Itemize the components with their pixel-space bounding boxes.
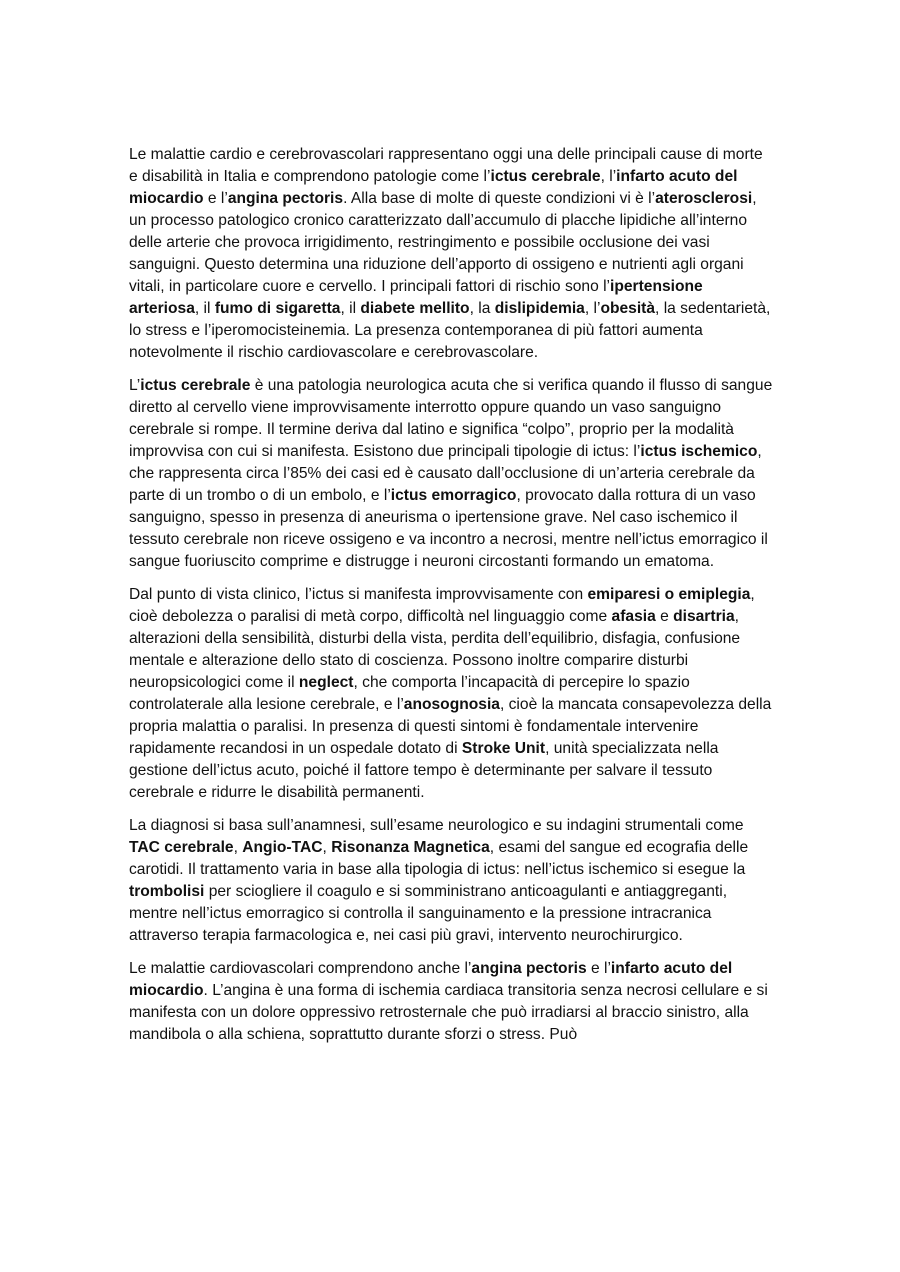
bold-term: angina pectoris	[471, 960, 587, 977]
bold-term: ictus emorragico	[390, 487, 517, 504]
bold-term: TAC cerebrale	[129, 839, 234, 856]
text-run: , unità specializzata nella gestione dell’ictus acuto, poiché il fattore tempo è determinante per salvare il tessuto cerebrale e ridurre le disabilità permanenti.	[129, 740, 719, 801]
text-run: , che comporta l’incapacità di percepire lo spazio controlaterale alla lesione cerebrale, e l’	[129, 674, 690, 713]
bold-term: disartria	[673, 608, 735, 625]
bold-term: emiparesi o emiplegia	[587, 586, 751, 603]
text-run: , provocato dalla rottura di un vaso sanguigno, spesso in presenza di aneurisma o ipertensione grave. Nel caso ischemico il tessuto cerebrale non riceve ossigeno e va incontro a necrosi, mentre nell’ictus emorragico il sangue fuoriuscito comprime e distrugge i neuroni circostanti formando un ematoma.	[129, 487, 768, 570]
text-run: La diagnosi si basa sull’anamnesi, sull’esame neurologico e su indagini strumentali come	[129, 817, 744, 834]
text-run: e l’	[586, 960, 611, 977]
text-run: è una patologia neurologica acuta che si verifica quando il flusso di sangue diretto al cervello viene improvvisamente interrotto oppure quando un vaso sanguigno cerebrale si rompe. Il termine deriva dal latino e significa “colpo”, proprio per la modalità improvvisa con cui si manifesta. Esistono due principali tipologie di ictus: l’	[129, 377, 773, 460]
paragraph	[129, 144, 774, 364]
bold-term: ictus cerebrale	[490, 168, 601, 185]
paragraph	[129, 958, 774, 1046]
bold-term: Risonanza Magnetica	[331, 839, 490, 856]
bold-term: ipertensione arteriosa	[129, 278, 703, 317]
text-run: , l’	[584, 300, 601, 317]
text-run: , esami del sangue ed ecografia delle carotidi. Il trattamento varia in base alla tipologia di ictus: nell’ictus ischemico si esegue la	[129, 839, 749, 878]
text-run: , la sedentarietà, lo stress e l’iperomocisteinemia. La presenza contemporanea di più fattori aumenta notevolmente il rischio cardiovascolare e cerebrovascolare.	[129, 300, 771, 361]
text-run: , un processo patologico cronico caratterizzato dall’accumulo di placche lipidiche all’interno delle arterie che provoca irrigidimento, restringimento e possibile occlusione dei vasi sanguigni. Questo determina una riduzione dell’apporto di ossigeno e nutrienti agli organi vitali, in particolare cuore e cervello. I principali fattori di rischio sono l’	[129, 190, 757, 295]
bold-term: dislipidemia	[494, 300, 585, 317]
bold-term: fumo di sigaretta	[214, 300, 341, 317]
bold-term: diabete mellito	[360, 300, 470, 317]
text-run: per sciogliere il coagulo e si somministrano anticoagulanti e antiaggreganti, mentre nell’ictus emorragico si controlla il sanguinamento e la pressione intracranica attraverso terapia farmacologica e, nei casi più gravi, intervento neurochirurgico.	[129, 883, 728, 944]
text-run: , la	[469, 300, 495, 317]
text-run: e l’	[203, 190, 228, 207]
bold-term: infarto acuto del miocardio	[129, 168, 738, 207]
paragraph	[129, 815, 774, 947]
text-run: . L’angina è una forma di ischemia cardiaca transitoria senza necrosi cellulare e si manifesta con un dolore oppressivo retrosternale che può irradiarsi al braccio sinistro, alla mandibola o alla schiena, soprattutto durante sforzi o stress. Può	[129, 982, 768, 1043]
text-run: Le malattie cardiovascolari comprendono anche l’	[129, 960, 472, 977]
text-run: Le malattie cardio e cerebrovascolari rappresentano oggi una delle principali cause di morte e disabilità in Italia e comprendono patologie come l’	[129, 146, 763, 185]
document-body	[129, 144, 774, 1057]
text-run: ,	[322, 839, 332, 856]
bold-term: ictus ischemico	[640, 443, 758, 460]
bold-term: obesità	[600, 300, 656, 317]
bold-term: Angio-TAC	[242, 839, 323, 856]
bold-term: angina pectoris	[227, 190, 344, 207]
bold-term: ictus cerebrale	[140, 377, 251, 394]
text-run: ,	[233, 839, 243, 856]
bold-term: neglect	[298, 674, 354, 691]
text-run: , che rappresenta circa l’85% dei casi ed è causato dall’occlusione di un’arteria cerebrale da parte di un trombo o di un embolo, e l’	[129, 443, 762, 504]
paragraph	[129, 584, 774, 804]
text-run: , il	[194, 300, 215, 317]
text-run: L’	[129, 377, 141, 394]
text-run: , l’	[600, 168, 617, 185]
bold-term: aterosclerosi	[655, 190, 753, 207]
text-run: . Alla base di molte di queste condizioni vi è l’	[343, 190, 656, 207]
text-run: , cioè la mancata consapevolezza della propria malattia o paralisi. In presenza di questi sintomi è fondamentale intervenire rapidamente recandosi in un ospedale dotato di	[129, 696, 772, 757]
bold-term: trombolisi	[129, 883, 205, 900]
bold-term: afasia	[611, 608, 656, 625]
bold-term: infarto acuto del miocardio	[129, 960, 733, 999]
text-run: , il	[340, 300, 361, 317]
text-run: , alterazioni della sensibilità, disturbi della vista, perdita dell’equilibrio, disfagia, confusione mentale e alterazione dello stato di coscienza. Possono inoltre comparire disturbi neuropsicologici come il	[129, 608, 741, 691]
paragraph	[129, 375, 774, 573]
text-run: , cioè debolezza o paralisi di metà corpo, difficoltà nel linguaggio come	[129, 586, 755, 625]
bold-term: anosognosia	[403, 696, 500, 713]
bold-term: Stroke Unit	[461, 740, 546, 757]
text-run: e	[655, 608, 674, 625]
text-run: Dal punto di vista clinico, l’ictus si manifesta improvvisamente con	[129, 586, 588, 603]
